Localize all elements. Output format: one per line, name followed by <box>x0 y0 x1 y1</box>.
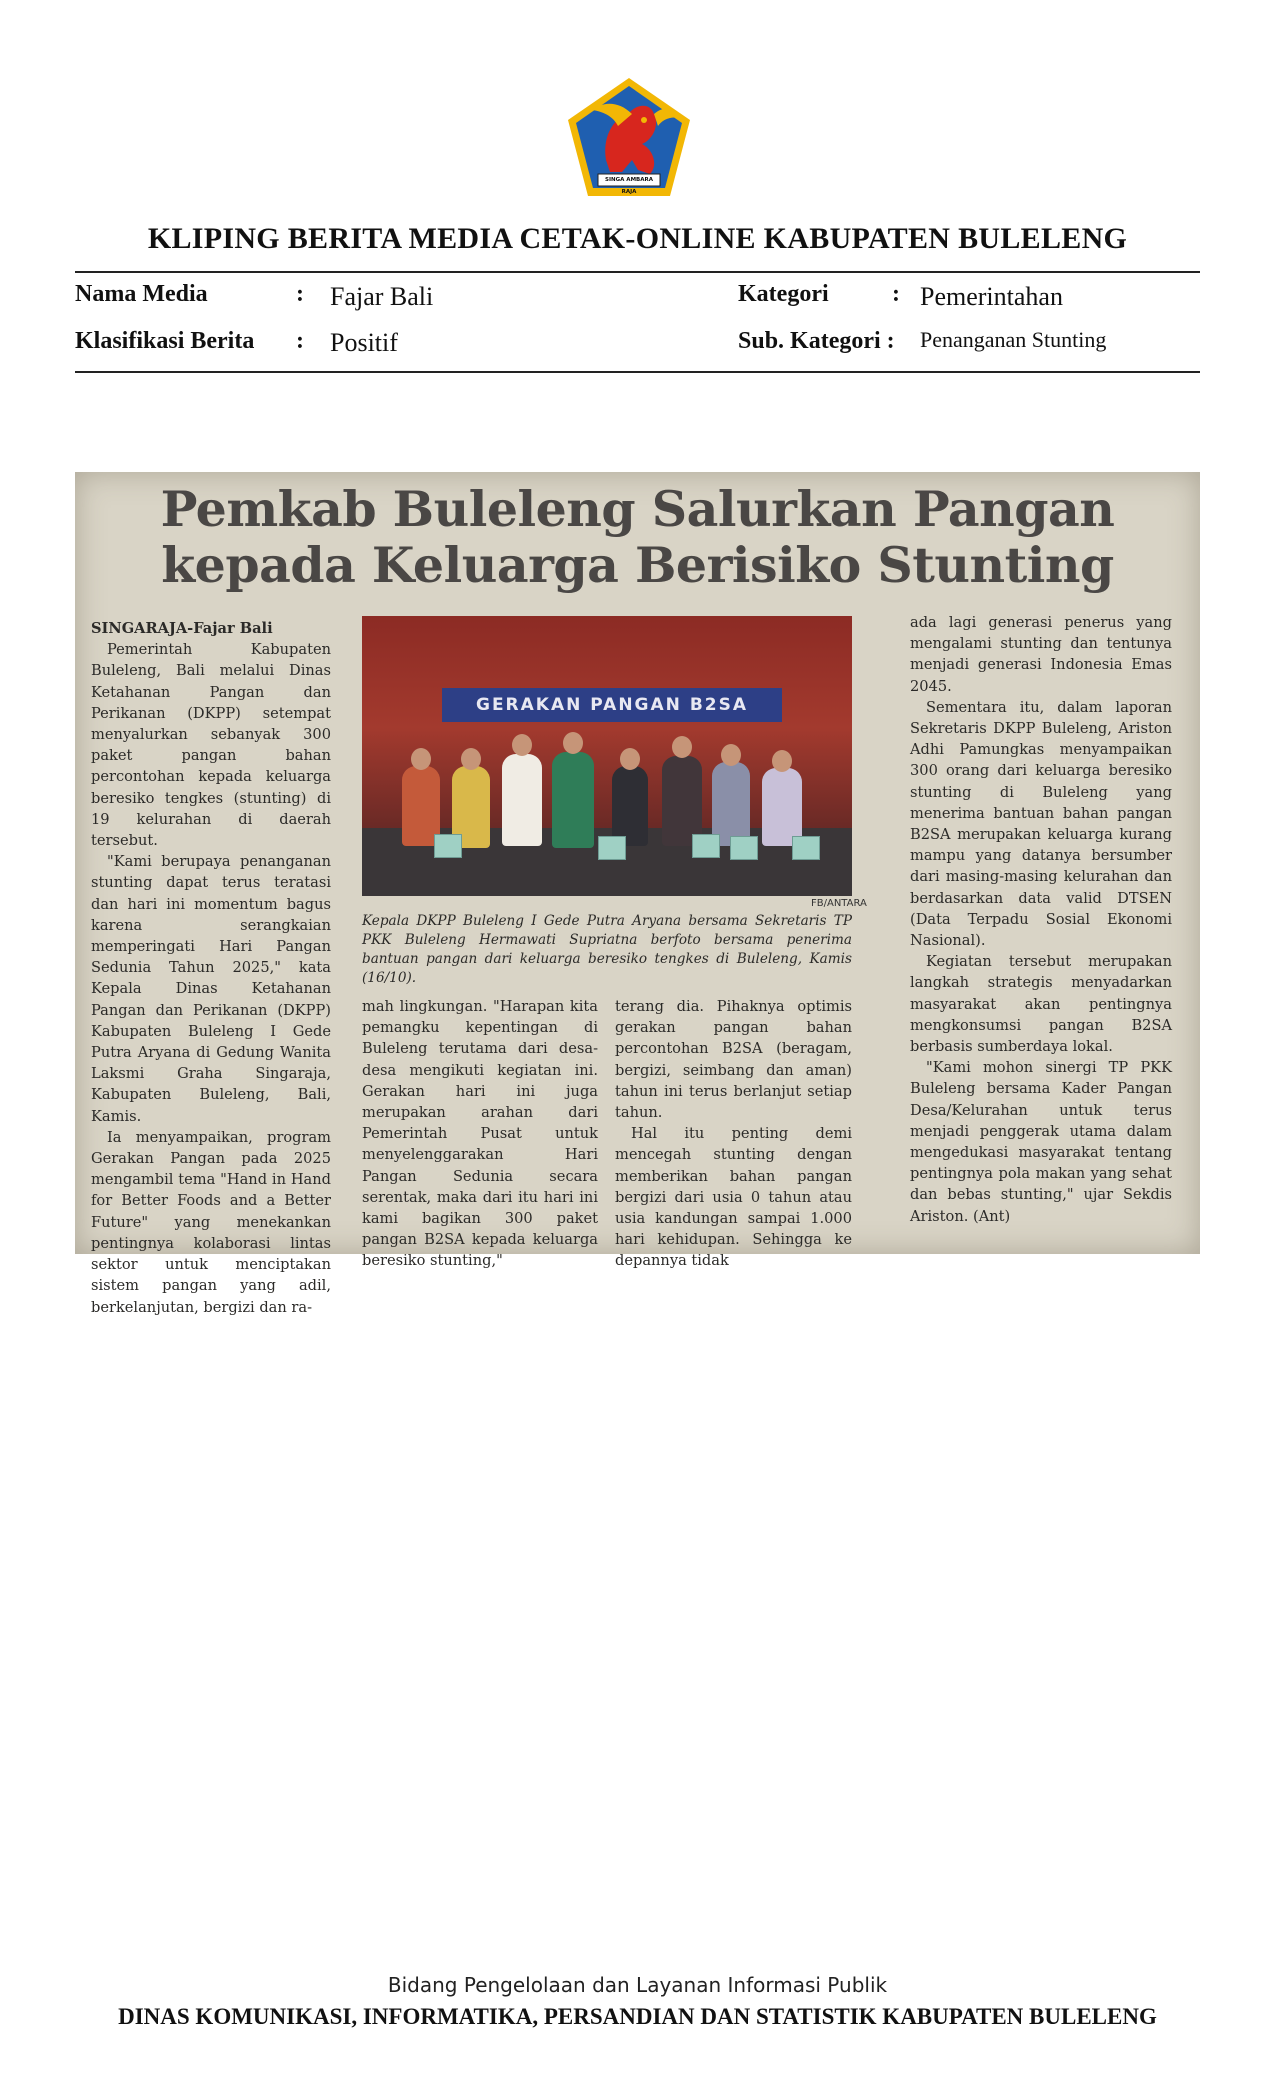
photo-person-head <box>563 732 583 754</box>
footer-division: Bidang Pengelolaan dan Layanan Informasi Publik <box>387 1973 888 1997</box>
article-paragraph: Kegiatan tersebut merupakan langkah strategis menyadarkan masyarakat akan pentingnya mengkonsumsi pangan B2SA berbasis sumberdaya lokal. <box>910 953 1172 1056</box>
logo-ribbon-text: SINGA AMBARA RAJA <box>605 177 653 195</box>
nama-media-label: Nama Media <box>75 281 208 307</box>
photo-person <box>662 756 702 846</box>
regency-logo <box>562 74 696 200</box>
photo-person-head <box>461 748 481 770</box>
headline-line-2: kepada Keluarga Berisiko Stunting <box>161 536 1114 594</box>
nama-media-value: Fajar Bali <box>330 282 434 311</box>
photo-person-head <box>411 748 431 770</box>
food-package <box>692 834 720 858</box>
klasifikasi-label: Klasifikasi Berita <box>75 328 255 354</box>
sub-kategori-value: Penanganan Stunting <box>920 327 1107 352</box>
newspaper-clipping <box>75 472 1200 1316</box>
dateline: SINGARAJA-Fajar Bali <box>91 620 273 637</box>
sub-kategori-label: Sub. Kategori : <box>738 328 895 354</box>
article-column-2 <box>362 996 598 1270</box>
photo-person-head <box>620 748 640 770</box>
food-package <box>598 836 626 860</box>
photo-person-head <box>721 744 741 766</box>
article-paragraph: Pemerintah Kabupaten Buleleng, Bali melalui Dinas Ketahanan Pangan dan Perikanan (DKPP) setempat menyalurkan sebanyak 300 paket pangan bahan percontohan kepada keluarga beresiko tengkes (stunting) di 19 kelurahan di daerah tersebut. <box>91 641 331 850</box>
footer-agency: DINAS KOMUNIKASI, INFORMATIKA, PERSANDIAN DAN STATISTIK KABUPATEN BULELENG <box>118 2004 1157 2029</box>
photo-person <box>612 766 648 846</box>
photo-credit: FB/ANTARA <box>811 898 867 909</box>
klasifikasi-sep: : <box>296 328 304 354</box>
news-photo <box>362 616 852 896</box>
article-column-1 <box>91 618 331 1316</box>
article-column-4 <box>910 612 1172 1242</box>
article-paragraph: "Kami berupaya penanganan stunting dapat terus teratasi dan hari ini momentum bagus karena serangkaian memperingati Hari Pangan Sedunia Tahun 2025," kata Kepala Dinas Ketahanan Pangan dan Perikanan (DKPP) Kabupaten Buleleng I Gede Putra Aryana di Gedung Wanita Laksmi Graha Singaraja, Kabupaten Buleleng, Bali, Kamis. <box>91 853 331 1125</box>
article-paragraph: mah lingkungan. "Harapan kita pemangku kepentingan di Buleleng terutama dari desa-desa mengikuti kegiatan ini. Gerakan hari ini juga merupakan arahan dari Pemerintah Pusat untuk menyelenggarakan Hari Pangan Sedunia secara serentak, maka dari itu hari ini kami bagikan 300 paket pangan B2SA kepada keluarga beresiko stunting," <box>362 998 598 1270</box>
bottom-rule <box>75 371 1200 373</box>
photo-person-head <box>672 736 692 758</box>
photo-person <box>552 752 594 848</box>
article-paragraph: ada lagi generasi penerus yang mengalami stunting dan tentunya menjadi generasi Indonesia Emas 2045. <box>910 614 1172 695</box>
headline-line-1: Pemkab Buleleng Salurkan Pangan <box>160 480 1115 538</box>
food-package <box>792 836 820 860</box>
food-package <box>730 836 758 860</box>
klasifikasi-value: Positif <box>330 328 398 357</box>
document-title: KLIPING BERITA MEDIA CETAK-ONLINE KABUPATEN BULELENG <box>147 222 1128 255</box>
article-paragraph: Hal itu penting demi mencegah stunting dengan memberikan bahan pangan bergizi dari usia 0 tahun atau usia kandungan sampai 1.000 hari kehidupan. Sehingga ke depannya tidak <box>615 1125 852 1270</box>
photo-person-head <box>772 750 792 772</box>
photo-banner: GERAKAN PANGAN B2SA <box>442 688 782 722</box>
photo-caption: Kepala DKPP Buleleng I Gede Putra Aryana bersama Sekretaris TP PKK Buleleng Hermawati Supriatna berfoto bersama penerima bantuan pangan dari keluarga beresiko tengkes di Buleleng, Kamis (16/10). <box>362 913 852 986</box>
article-paragraph: terang dia. Pihaknya optimis gerakan pangan bahan percontohan B2SA (beragam, bergizi, seimbang dan aman) tahun ini terus berlanjut setiap tahun. <box>615 998 852 1122</box>
nama-media-sep: : <box>296 281 304 307</box>
article-column-3 <box>615 996 852 1270</box>
kategori-label: Kategori <box>738 281 829 307</box>
food-package <box>434 834 462 858</box>
photo-person <box>502 754 542 846</box>
kategori-sep: : <box>892 281 900 307</box>
top-rule <box>75 271 1200 273</box>
article-paragraph: Sementara itu, dalam laporan Sekretaris DKPP Buleleng, Ariston Adhi Pamungkas menyampaikan 300 orang dari keluarga beresiko stunting di Buleleng yang menerima bantuan bahan pangan B2SA merupakan keluarga kurang mampu yang datanya bersumber dari masing-masing kelurahan dan berdasarkan data valid DTSEN (Data Terpadu Sosial Ekonomi Nasional). <box>910 698 1172 950</box>
kategori-value: Pemerintahan <box>920 282 1063 311</box>
photo-person-head <box>512 734 532 756</box>
article-paragraph: Ia menyampaikan, program Gerakan Pangan pada 2025 mengambil tema "Hand in Hand for Better Foods and a Better Future" yang menekankan pentingnya kolaborasi lintas sektor untuk menciptakan sistem pangan yang adil, berkelanjutan, bergizi dan ra- <box>91 1128 331 1316</box>
photo-person <box>762 768 802 846</box>
article-paragraph: "Kami mohon sinergi TP PKK Buleleng bersama Kader Pangan Desa/Kelurahan untuk terus menjadi penggerak utama dalam mengedukasi masyarakat tentang pentingnya pola makan yang sehat dan bebas stunting," ujar Sekdis Ariston. (Ant) <box>910 1059 1172 1225</box>
